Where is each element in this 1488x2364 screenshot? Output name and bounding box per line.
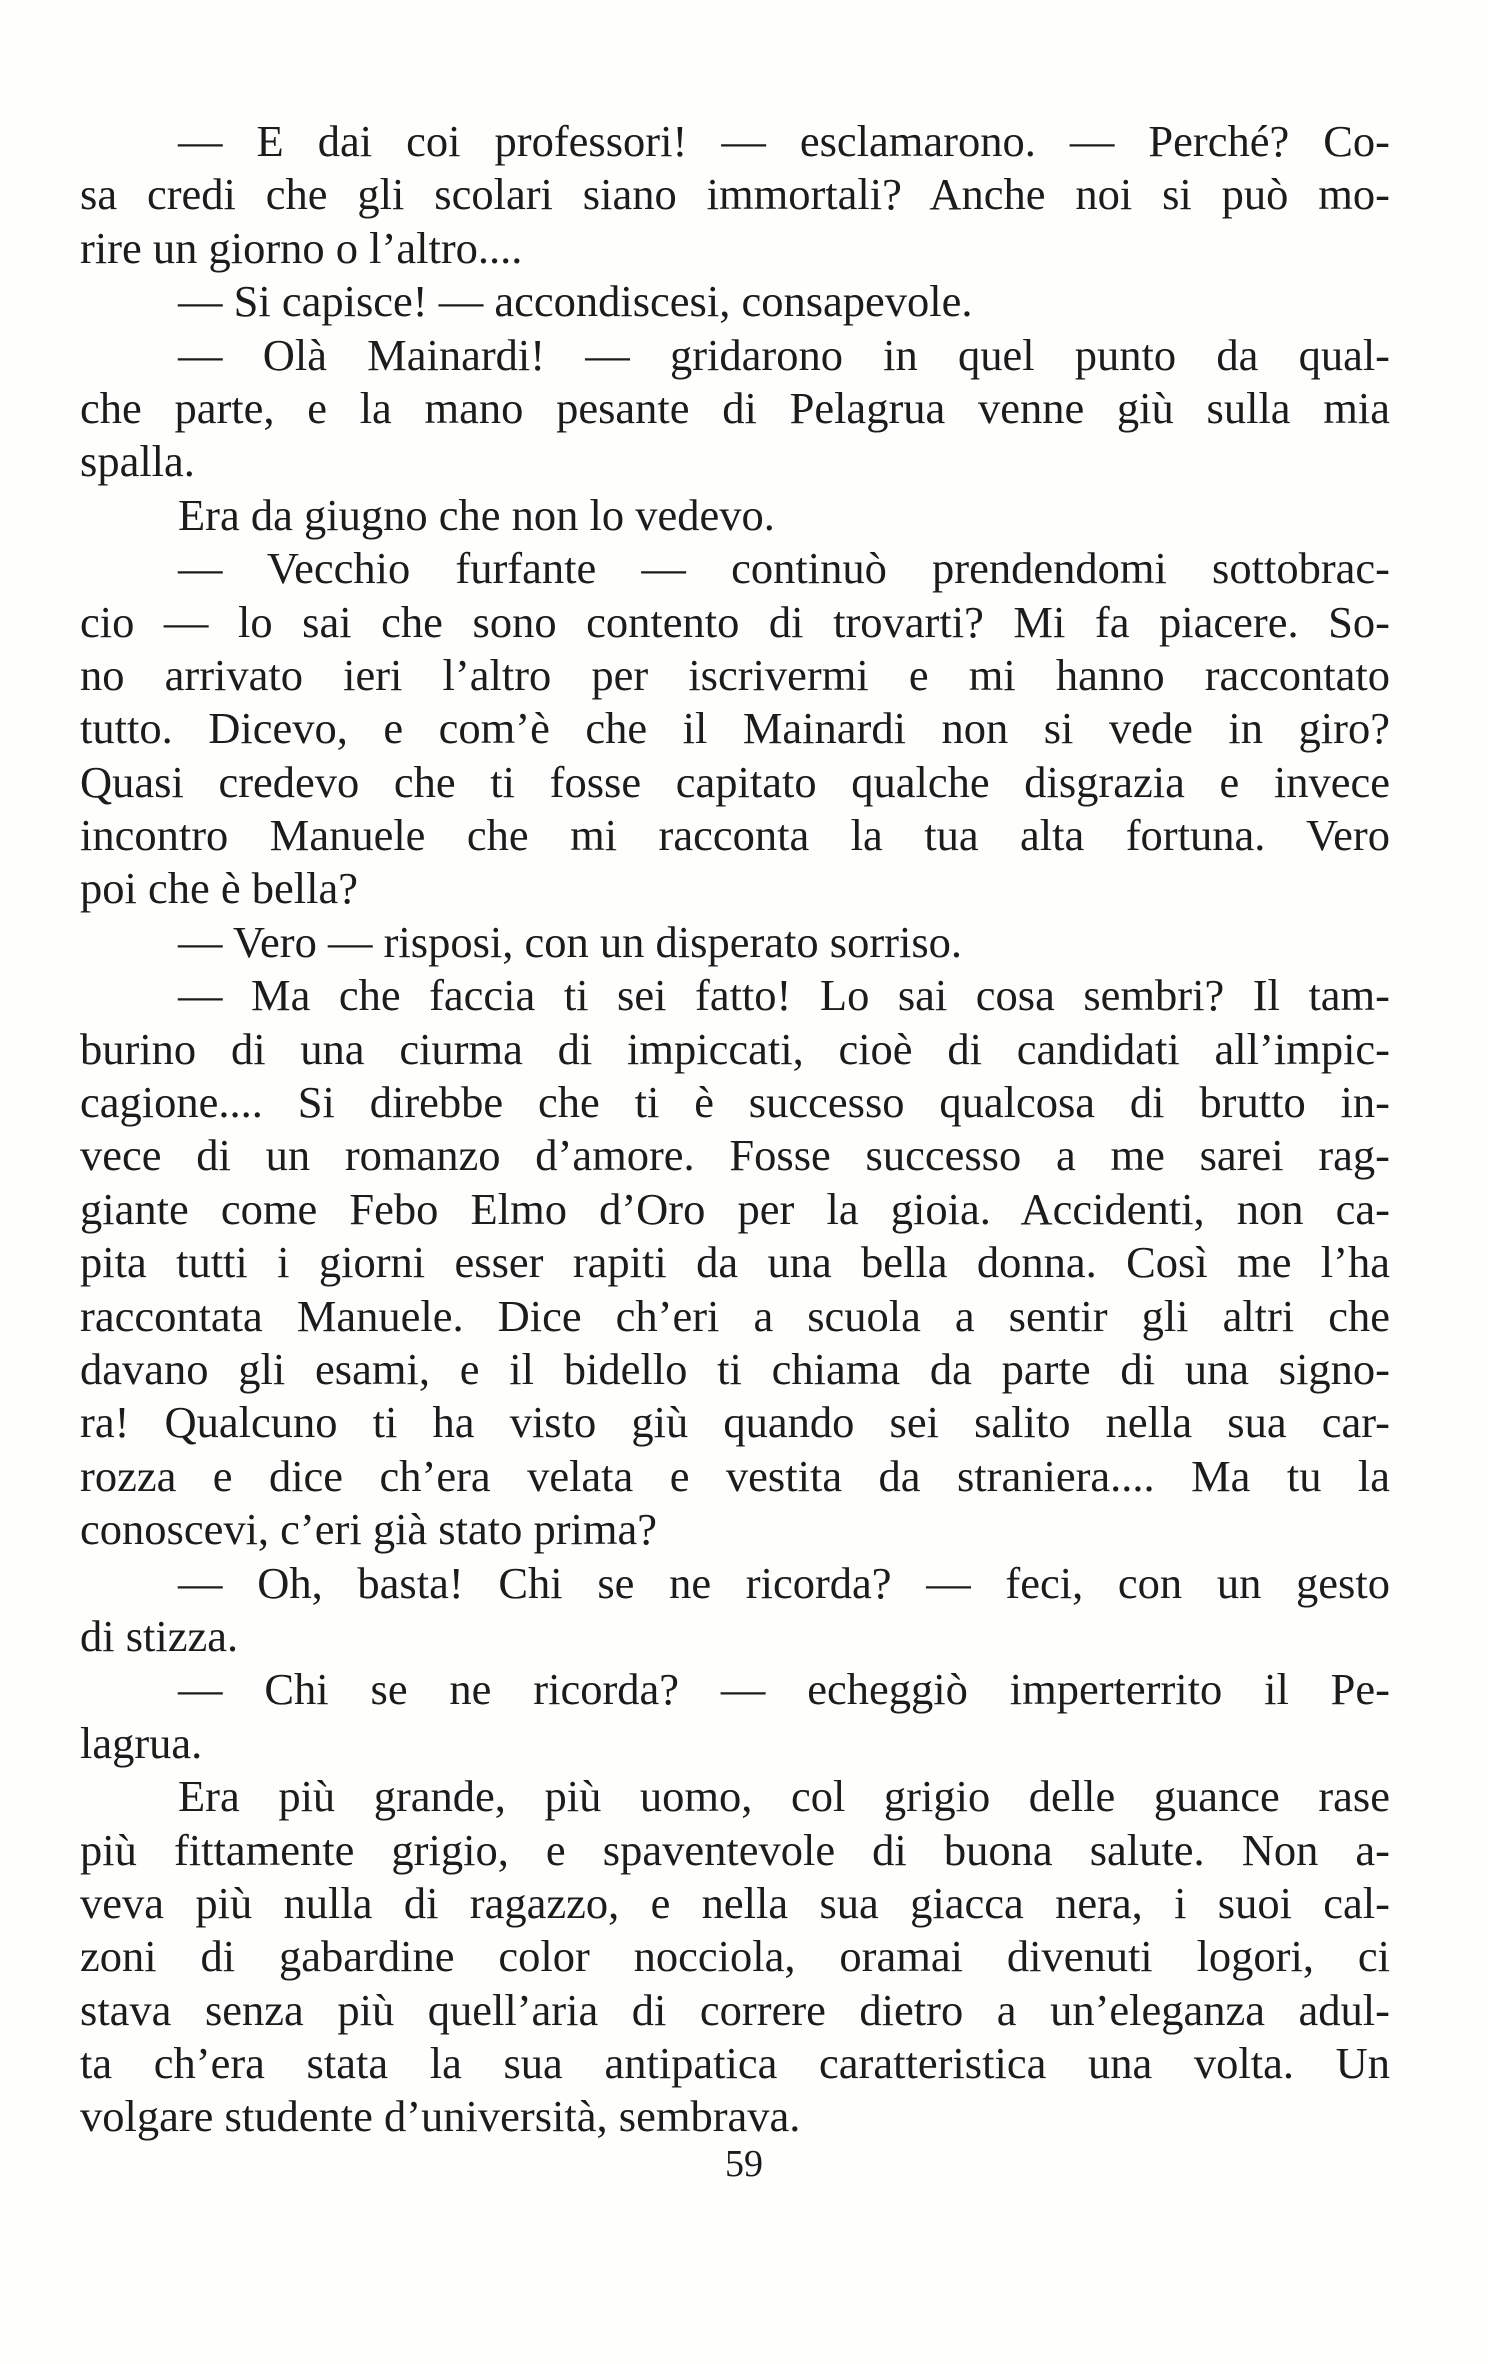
text-line: rire un giorno o l’altro.... bbox=[80, 222, 523, 273]
text-line: stava senza più quell’aria di correre dietro a un’eleganza adul- bbox=[80, 1984, 1390, 2035]
text-line: — Oh, basta! Chi se ne ricorda? — feci, con un gesto bbox=[178, 1557, 1390, 1608]
text-line: no arrivato ieri l’altro per iscrivermi e mi hanno raccontato bbox=[80, 649, 1390, 700]
text-line: spalla. bbox=[80, 436, 195, 487]
text-line: raccontata Manuele. Dice ch’eri a scuola a sentir gli altri che bbox=[80, 1290, 1390, 1341]
body-text bbox=[80, 115, 1390, 2144]
text-line: burino di una ciurma di impiccati, cioè di candidati all’impic- bbox=[80, 1023, 1390, 1074]
text-line: pita tutti i giorni esser rapiti da una bella donna. Così me l’ha bbox=[80, 1237, 1390, 1288]
text-line: — Olà Mainardi! — gridarono in quel punto da qual- bbox=[178, 329, 1390, 380]
text-line: di stizza. bbox=[80, 1610, 239, 1661]
text-line: giante come Febo Elmo d’Oro per la gioia. Accidenti, non ca- bbox=[80, 1183, 1390, 1234]
text-line: conoscevi, c’eri già stato prima? bbox=[80, 1504, 658, 1555]
text-line: lagrua. bbox=[80, 1717, 203, 1768]
text-line: incontro Manuele che mi racconta la tua alta fortuna. Vero bbox=[80, 810, 1390, 861]
text-line: poi che è bella? bbox=[80, 863, 358, 914]
text-line: — E dai coi professori! — esclamarono. — Perché? Co- bbox=[178, 116, 1390, 166]
text-line: che parte, e la mano pesante di Pelagrua venne giù sulla mia bbox=[80, 382, 1390, 433]
text-line: Era da giugno che non lo vedevo. bbox=[178, 489, 775, 540]
text-line: rozza e dice ch’era velata e vestita da straniera.... Ma tu la bbox=[80, 1450, 1390, 1501]
text-line: davano gli esami, e il bidello ti chiama da parte di una signo- bbox=[80, 1343, 1390, 1394]
text-line: cagione.... Si direbbe che ti è successo qualcosa di brutto in- bbox=[80, 1077, 1390, 1128]
text-line: ra! Qualcuno ti ha visto giù quando sei salito nella sua car- bbox=[80, 1397, 1390, 1448]
page-number: 59 bbox=[725, 2143, 763, 2185]
text-line: — Si capisce! — accondiscesi, consapevole. bbox=[178, 276, 973, 327]
text-line: ta ch’era stata la sua antipatica caratteristica una volta. Un bbox=[80, 2038, 1390, 2089]
text-line: — Chi se ne ricorda? — echeggiò imperterrito il Pe- bbox=[178, 1664, 1390, 1715]
text-line: tutto. Dicevo, e com’è che il Mainardi non si vede in giro? bbox=[80, 703, 1390, 754]
text-line: Era più grande, più uomo, col grigio delle guance rase bbox=[178, 1771, 1390, 1822]
text-line: cio — lo sai che sono contento di trovarti? Mi fa piacere. So- bbox=[80, 596, 1390, 647]
text-line: più fittamente grigio, e spaventevole di buona salute. Non a- bbox=[80, 1824, 1390, 1875]
text-line: sa credi che gli scolari siano immortali? Anche noi si può mo- bbox=[80, 169, 1390, 220]
text-line: veva più nulla di ragazzo, e nella sua giacca nera, i suoi cal- bbox=[80, 1877, 1390, 1928]
text-line: zoni di gabardine color nocciola, oramai divenuti logori, ci bbox=[80, 1931, 1390, 1982]
text-line: — Ma che faccia ti sei fatto! Lo sai cosa sembri? Il tam- bbox=[178, 970, 1390, 1021]
text-line: — Vero — risposi, con un disperato sorriso. bbox=[178, 916, 963, 967]
text-line: vece di un romanzo d’amore. Fosse successo a me sarei rag- bbox=[80, 1130, 1390, 1181]
text-line: Quasi credevo che ti fosse capitato qualche disgrazia e invece bbox=[80, 756, 1390, 807]
text-line: volgare studente d’università, sembrava. bbox=[80, 2091, 801, 2142]
text-line: — Vecchio furfante — continuò prendendomi sottobrac- bbox=[178, 543, 1390, 594]
